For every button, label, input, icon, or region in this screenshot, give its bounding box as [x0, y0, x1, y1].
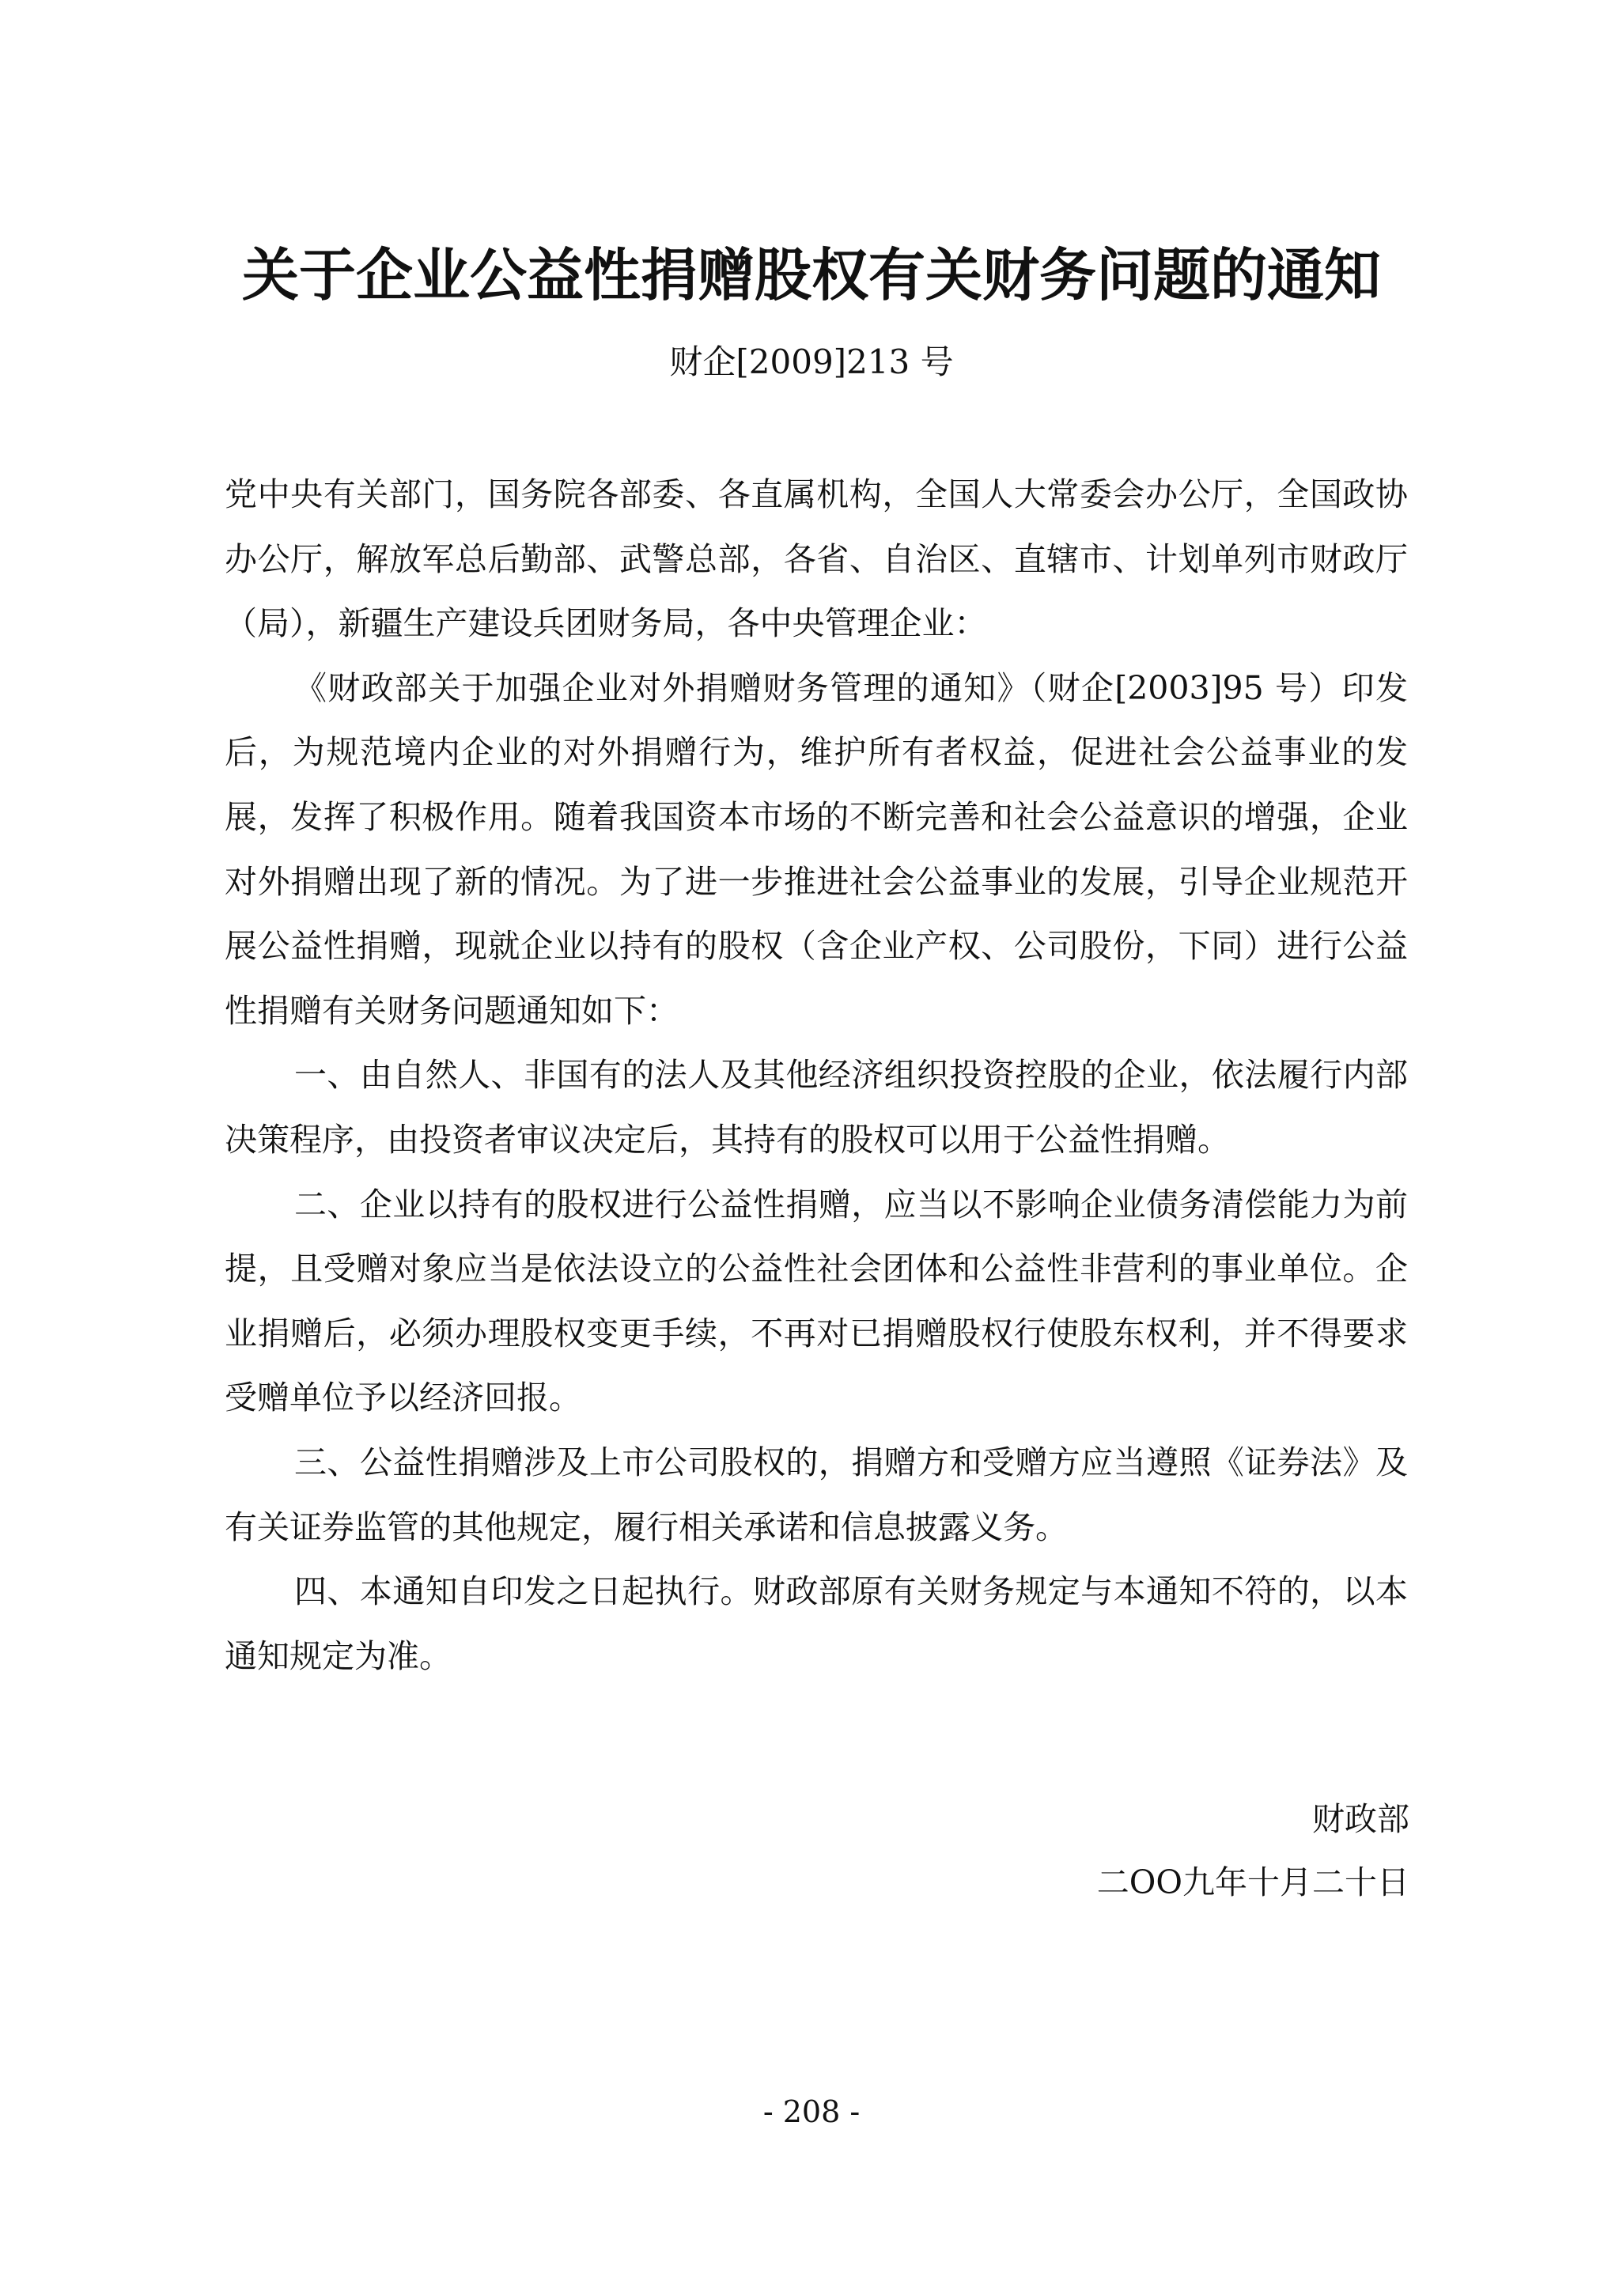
- clause-3-paragraph: 三、公益性捐赠涉及上市公司股权的，捐赠方和受赠方应当遵照《证券法》及有关证券监管的其他规定，履行相关承诺和信息披露义务。: [225, 1443, 1408, 1546]
- clause-4-paragraph: 四、本通知自印发之日起执行。财政部原有关财务规定与本通知不符的，以本通知规定为准。: [225, 1572, 1408, 1675]
- intro-paragraph: 《财政部关于加强企业对外捐赠财务管理的通知》（财企[2003]95 号）印发后，为规范境内企业的对外捐赠行为，维护所有者权益，促进社会公益事业的发展，发挥了积极作用。随着我国资本市场的不断完善和社会公益意识的增强，企业对外捐赠出现了新的情况。为了进一步推进社会公益事业的发展，引导企业规范开展公益性捐赠，现就企业以持有的股权（含企业产权、公司股份，下同）进行公益性捐赠有关财务问题通知如下：: [225, 668, 1408, 1030]
- clause-2-paragraph: 二、企业以持有的股权进行公益性捐赠，应当以不影响企业债务清偿能力为前提，且受赠对象应当是依法设立的公益性社会团体和公益性非营利的事业单位。企业捐赠后，必须办理股权变更手续，不再对已捐赠股权行使股东权利，并不得要求受赠单位予以经济回报。: [225, 1185, 1408, 1417]
- document-title: 关于企业公益性捐赠股权有关财务问题的通知: [241, 242, 1381, 308]
- page-number: - 208 -: [762, 2094, 861, 2129]
- signatory: 财政部: [1312, 1800, 1409, 1838]
- clause-1-paragraph: 一、由自然人、非国有的法人及其他经济组织投资控股的企业，依法履行内部决策程序，由投资者审议决定后，其持有的股权可以用于公益性捐赠。: [225, 1056, 1408, 1159]
- document-body: [225, 463, 1408, 1689]
- addressee-paragraph: 党中央有关部门，国务院各部委、各直属机构，全国人大常委会办公厅，全国政协办公厅，解放军总后勤部、武警总部，各省、自治区、直辖市、计划单列市财政厅（局），新疆生产建设兵团财务局，各中央管理企业：: [225, 475, 1408, 643]
- issue-date: 二OO九年十月二十日: [1096, 1863, 1409, 1901]
- document-number: 财企[2009]213 号: [669, 342, 954, 381]
